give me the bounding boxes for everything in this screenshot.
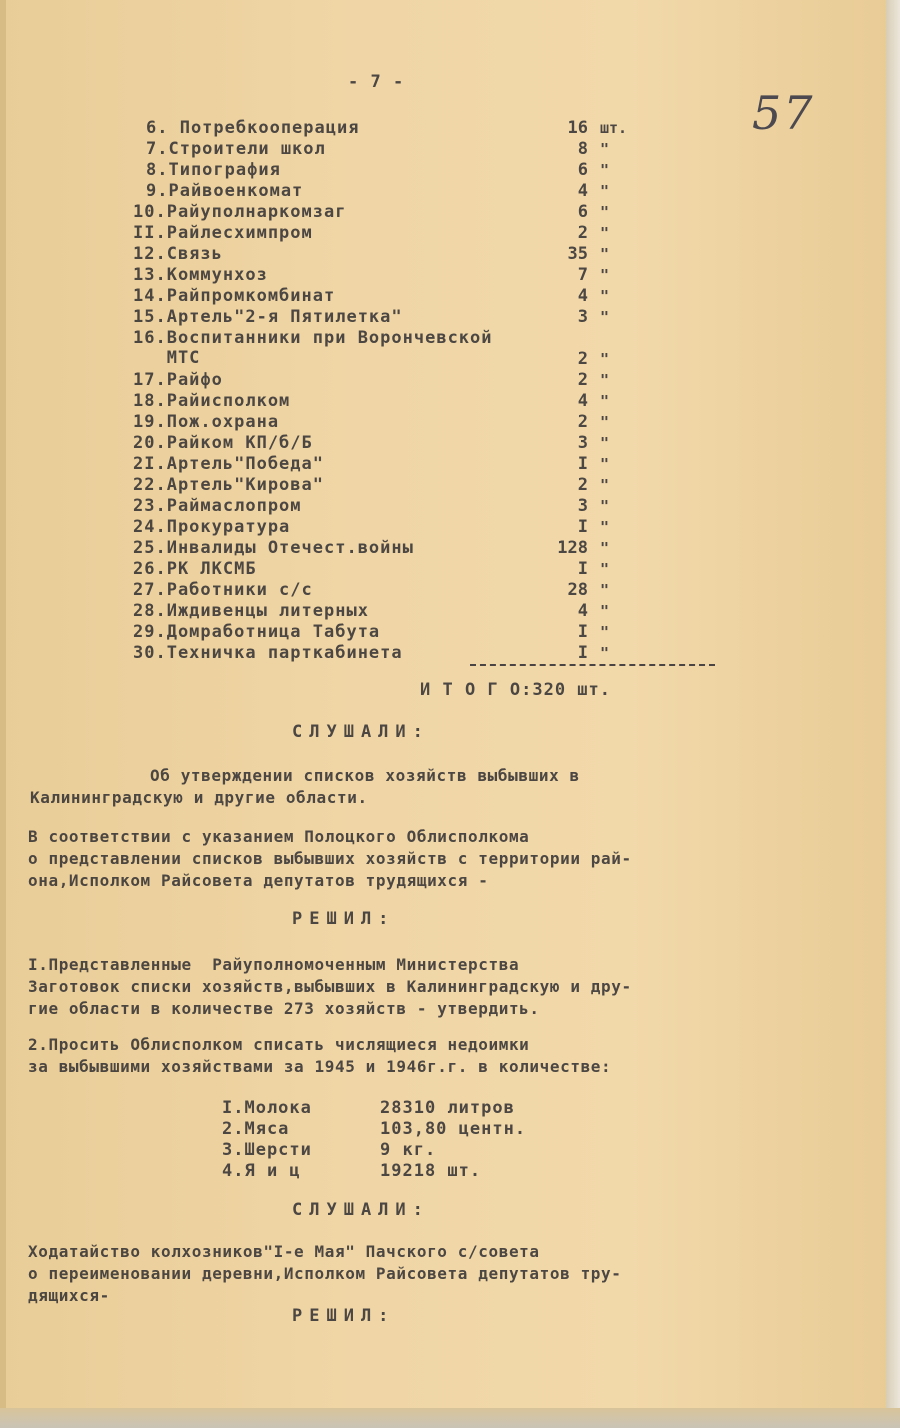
list-item-unit: " [600,287,610,305]
list-item-label: 26.РК ЛКСМБ [133,559,257,579]
list-item-quantity: I [577,559,588,579]
list-item-unit: " [600,560,610,578]
list-item-quantity: 35 [567,244,588,264]
list-item-quantity: 4 [577,601,588,621]
list-item-label: 22.Артель"Кирова" [133,475,324,495]
list-item-label: 20.Райком КП/б/Б [133,433,313,453]
list-item-quantity: 6 [577,202,588,222]
section1-subject: Об утверждении списков хозяйств выбывших в Калининградскую и другие области. [30,766,580,807]
list-item-unit: " [600,308,610,326]
list-item-unit: " [600,413,610,431]
arrears-item: I.Молока [222,1098,312,1118]
list-item-unit: " [600,392,610,410]
list-item-unit: " [600,371,610,389]
list-item-quantity: 6 [577,160,588,180]
total-divider-line [470,664,715,666]
section1-point1: I.Представленные Райуполномоченным Министерства Заготовок списки хозяйств,выбывших в Калининградскую и дру- гие области в количестве 273 хозяйств - утвердить. [28,955,632,1018]
list-item-label: 30.Техничка парткабинета [133,643,403,663]
list-item-quantity: 2 [577,349,588,369]
list-item-unit: " [600,161,610,179]
section2-decision-heading: РЕШИЛ: [292,1306,396,1326]
list-item-unit: " [600,140,610,158]
list-item-label: 13.Коммунхоз [133,265,268,285]
list-item-quantity: 2 [577,475,588,495]
list-item-quantity: 3 [577,433,588,453]
list-item-label: 23.Раймаслопром [133,496,302,516]
arrears-amount: 9 кг. [380,1140,437,1160]
list-item-unit: " [600,245,610,263]
list-item-label: 17.Райфо [133,370,223,390]
list-item-label: 6. Потребкооперация [146,118,360,138]
list-item-quantity: 16 [567,118,588,138]
paper-edge-right [886,0,900,1428]
list-item-quantity: 8 [577,139,588,159]
list-item-quantity: I [577,517,588,537]
list-item-unit: " [600,644,610,662]
list-item-quantity: I [577,622,588,642]
list-item-unit: " [600,539,610,557]
list-item-quantity: 4 [577,391,588,411]
list-item-label: 12.Связь [133,244,223,264]
list-item-label: 28.Иждивенцы литерных [133,601,369,621]
list-item-quantity: 128 [557,538,588,558]
list-item-unit: шт. [600,119,628,137]
list-item-label: 8.Типография [146,160,281,180]
list-item-label: 25.Инвалиды Отечест.войны [133,538,414,558]
list-item-label: II.Райлесхимпром [133,223,313,243]
arrears-item: 4.Я и ц [222,1161,301,1181]
list-item-quantity: 2 [577,412,588,432]
arrears-amount: 103,80 центн. [380,1119,527,1139]
arrears-item: 2.Мяса [222,1119,290,1139]
page-number: - 7 - [348,72,405,92]
paper-edge-bottom [0,1408,900,1428]
list-item-unit: " [600,476,610,494]
paper-edge-left [0,0,6,1428]
list-item-label: 14.Райпромкомбинат [133,286,336,306]
list-item-unit: " [600,266,610,284]
list-item-unit: " [600,224,610,242]
list-item-quantity: 4 [577,286,588,306]
list-item-quantity: 2 [577,223,588,243]
list-item-quantity: I [577,643,588,663]
list-item-label: 18.Райисполком [133,391,291,411]
list-item-label: 9.Райвоенкомат [146,181,304,201]
arrears-amount: 28310 литров [380,1098,515,1118]
list-item-unit: " [600,581,610,599]
list-item-unit: " [600,602,610,620]
list-item-label: 24.Прокуратура [133,517,291,537]
list-item-quantity: 28 [567,580,588,600]
list-item-unit: " [600,350,610,368]
list-item-label: 16.Воспитанники при Ворончевской МТС [133,328,493,368]
list-item-quantity: 3 [577,496,588,516]
list-item-label: 7.Строители школ [146,139,326,159]
list-item-unit: " [600,455,610,473]
section1-preamble: В соответствии с указанием Полоцкого Облисполкома о представлении списков выбывших хозяйств с территории рай- она,Исполком Райсовета депутатов трудящихся - [28,827,632,890]
list-item-unit: " [600,203,610,221]
arrears-item: 3.Шерсти [222,1140,312,1160]
list-item-unit: " [600,518,610,536]
section2-subject: Ходатайство колхозников"I-е Мая" Пачского с/совета о переименовании деревни,Исполком Райсовета депутатов тру- дящихся- [28,1242,622,1305]
list-item-unit: " [600,434,610,452]
list-item-unit: " [600,182,610,200]
list-item-label: 15.Артель"2-я Пятилетка" [133,307,403,327]
section1-point2: 2.Просить Облисполком списать числящиеся недоимки за выбывшими хозяйствами за 1945 и 1946г.г. в количестве: [28,1035,612,1076]
list-item-unit: " [600,497,610,515]
list-item-label: 2I.Артель"Победа" [133,454,324,474]
section1-decision-heading: РЕШИЛ: [292,909,396,929]
list-item-quantity: 4 [577,181,588,201]
list-item-quantity: 7 [577,265,588,285]
section1-heading: СЛУШАЛИ: [292,722,430,742]
list-item-label: 10.Райуполнаркомзаг [133,202,347,222]
list-item-quantity: 2 [577,370,588,390]
list-item-label: 27.Работники с/с [133,580,313,600]
handwritten-folio-number: 57 [752,86,815,140]
list-item-quantity: I [577,454,588,474]
section2-heading: СЛУШАЛИ: [292,1200,430,1220]
list-item-quantity: 3 [577,307,588,327]
arrears-amount: 19218 шт. [380,1161,482,1181]
list-total: И Т О Г О:320 шт. [420,680,611,700]
list-item-label: 29.Домработница Табута [133,622,381,642]
list-item-unit: " [600,623,610,641]
list-item-label: 19.Пож.охрана [133,412,280,432]
